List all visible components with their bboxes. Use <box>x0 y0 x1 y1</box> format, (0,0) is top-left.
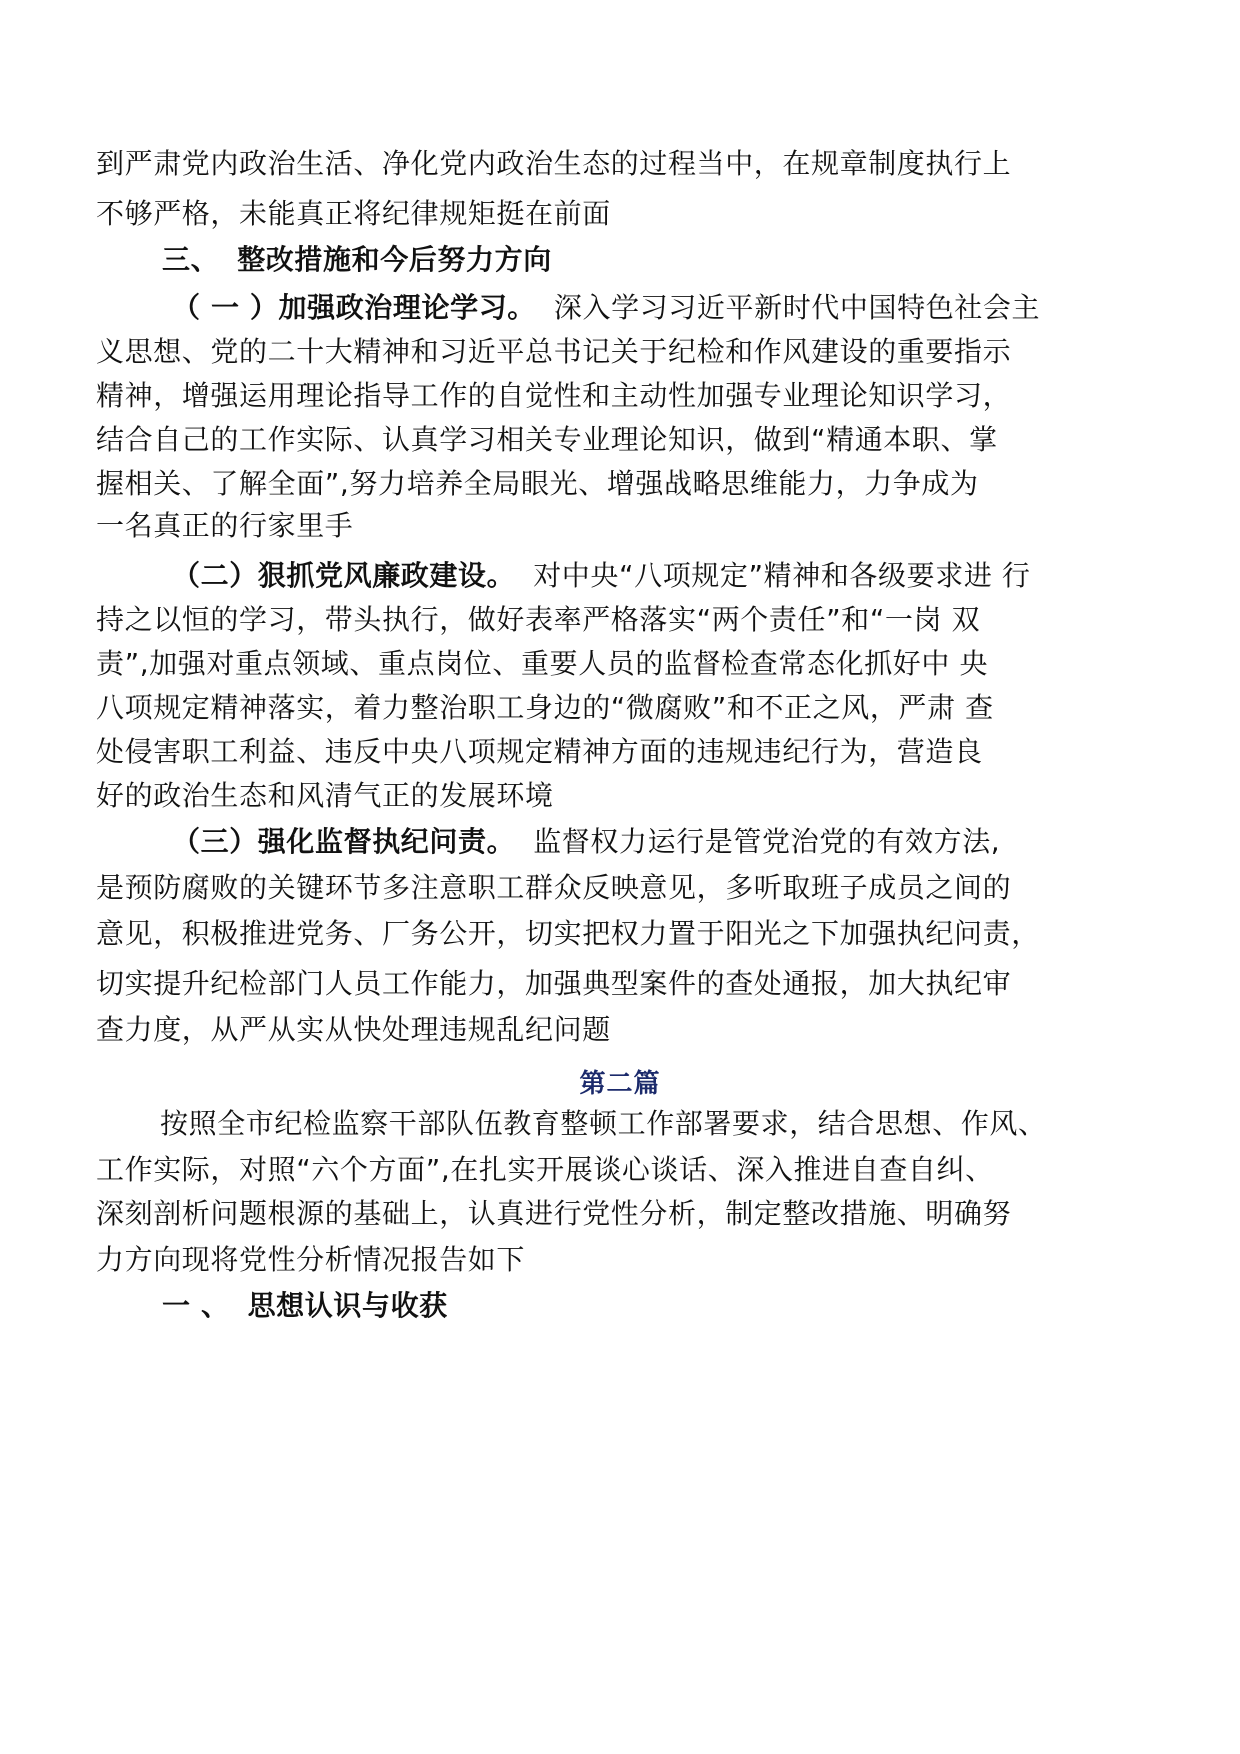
heading-number: 一 、 <box>162 1289 230 1322</box>
paragraph-line: 握相关、了解全面”,努力培养全局眼光、增强战略思维能力，力争成为 <box>96 467 979 500</box>
item-2-text: 对中央“八项规定”精神和各级要求进 行 <box>533 559 1031 592</box>
paragraph-line: 工作实际，对照“六个方面”,在扎实开展谈心谈话、深入推进自查自纠、 <box>96 1153 994 1186</box>
paragraph-line: 意见，积极推进党务、厂务公开，切实把权力置于阳光之下加强执纪问责， <box>96 917 1040 950</box>
paragraph-line: 是预防腐败的关键环节多注意职工群众反映意见，多听取班子成员之间的 <box>96 871 1012 904</box>
section-heading-3 <box>162 240 552 280</box>
paragraph-line: 力方向现将党性分析情况报告如下 <box>96 1243 526 1276</box>
item-3-text: 监督权力运行是管党治党的有效方法, <box>533 825 1001 858</box>
heading-number: 三、 <box>162 243 220 276</box>
section-heading-1 <box>162 1286 448 1326</box>
paragraph-line: 好的政治生态和风清气正的发展环境 <box>96 779 554 812</box>
paragraph-line: 持之以恒的学习，带头执行，做好表率严格落实“两个责任”和“一岗 双 <box>96 603 981 636</box>
item-1-title: （ 一 ）加强政治理论学习。 <box>172 291 536 324</box>
item-1-text: 深入学习习近平新时代中国特色社会主 <box>553 291 1041 324</box>
paragraph-line: 深刻剖析问题根源的基础上，认真进行党性分析，制定整改措施、明确努 <box>96 1197 1012 1230</box>
paragraph-line: 不够严格，未能真正将纪律规矩挺在前面 <box>96 197 611 230</box>
item-1-first-line <box>172 288 1040 328</box>
paragraph-line: 责”,加强对重点领域、重点岗位、重要人员的监督检查常态化抓好中 央 <box>96 647 989 680</box>
item-3-first-line <box>172 822 1000 862</box>
paragraph-line: 结合自己的工作实际、认真学习相关专业理论知识，做到“精通本职、掌 <box>96 423 998 456</box>
paragraph-line: 处侵害职工利益、违反中央八项规定精神方面的违规违纪行为，营造良 <box>96 735 983 768</box>
paragraph-line: 精神，增强运用理论指导工作的自觉性和主动性加强专业理论知识学习， <box>96 379 1012 412</box>
paragraph-line: 到严肃党内政治生活、净化党内政治生态的过程当中，在规章制度执行上 <box>96 147 1012 180</box>
paragraph-line: 义思想、党的二十大精神和习近平总书记关于纪检和作风建设的重要指示 <box>96 335 1012 368</box>
heading-title: 思想认识与收获 <box>247 1289 448 1322</box>
paragraph-line: 一名真正的行家里手 <box>96 509 354 542</box>
paragraph-line: 切实提升纪检部门人员工作能力，加强典型案件的查处通报，加大执纪审 <box>96 967 1012 1000</box>
heading-title: 整改措施和今后努力方向 <box>237 243 552 276</box>
section-title: 第二篇 <box>579 1069 661 1099</box>
paragraph-line: 按照全市纪检监察干部队伍教育整顿工作部署要求，结合思想、作风、 <box>160 1107 1047 1140</box>
item-3-title: （三）强化监督执纪问责。 <box>172 825 516 858</box>
paragraph-line: 八项规定精神落实，着力整治职工身边的“微腐败”和不正之风，严肃 查 <box>96 691 994 724</box>
item-2-first-line <box>172 556 1031 596</box>
paragraph-line: 查力度，从严从实从快处理违规乱纪问题 <box>96 1013 611 1046</box>
item-2-title: （二）狠抓党风廉政建设。 <box>172 559 516 592</box>
